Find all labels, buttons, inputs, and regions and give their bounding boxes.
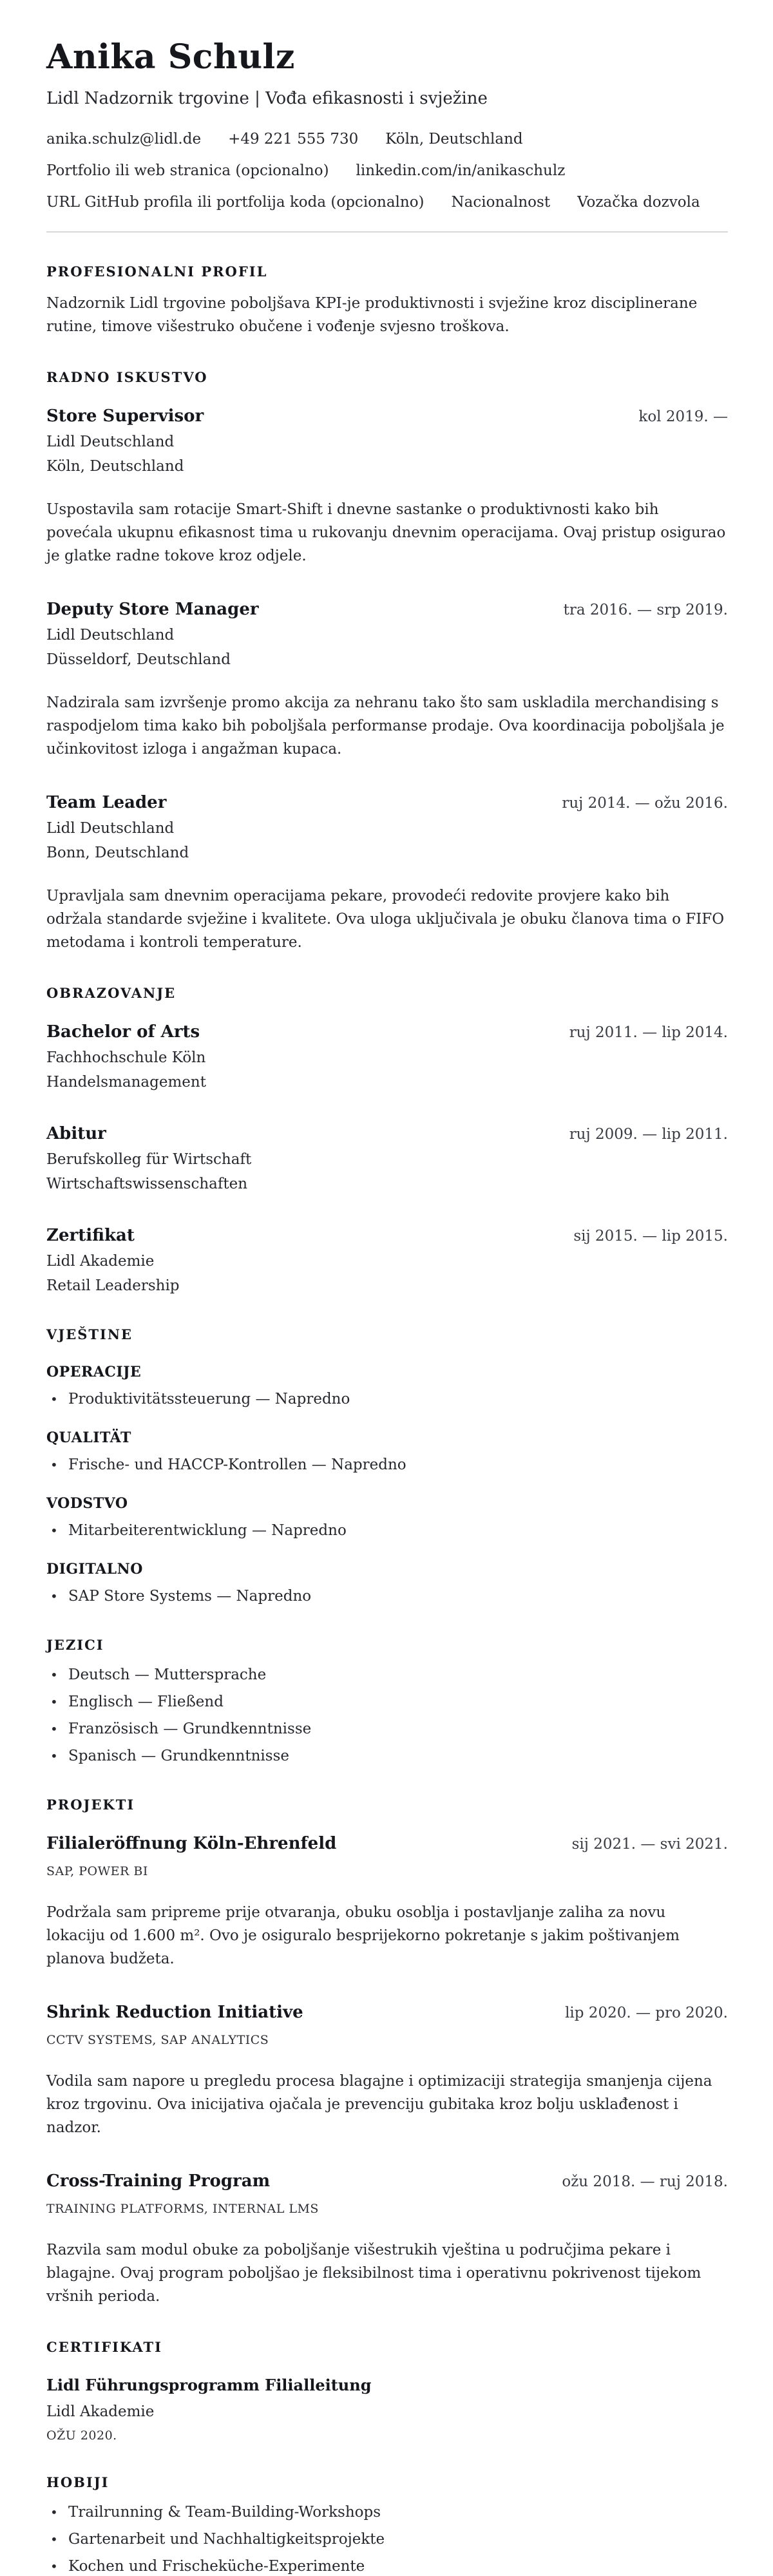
section-heading: OBRAZOVANJE bbox=[46, 984, 177, 1001]
degree-title: Zertifikat bbox=[46, 1225, 135, 1245]
job-company: Lidl Deutschland bbox=[46, 626, 175, 644]
skill-group bbox=[46, 1560, 728, 1606]
school-name: Fachhochschule Köln bbox=[46, 1049, 206, 1066]
job-description: Uspostavila sam rotacije Smart-Shift i dnevne sastanke o produktivnosti kako bih povećala ukupnu efikasnost tima u rukovanju dnevnim operacijama. Ovaj pristup osigurao je glatke radne tokove kroz odjele. bbox=[46, 501, 726, 564]
entry-head bbox=[46, 1833, 728, 1855]
project-title: Cross-Training Program bbox=[46, 2171, 271, 2191]
degree-dates: ruj 2011. — lip 2014. bbox=[569, 1024, 728, 1041]
project-description: Razvila sam modul obuke za poboljšanje višestrukih vještina u područjima pekare i blagajne. Ovaj program poboljšao je fleksibilnost tima i operativnu pokrivenost tijekom vršnih perioda. bbox=[46, 2241, 701, 2305]
language-item: • Französisch — Grundkenntnisse bbox=[46, 1719, 728, 1739]
skill-group-label: QUALITÄT bbox=[46, 1429, 131, 1446]
skill-item: • Frische- und HACCP-Kontrollen — Napredno bbox=[46, 1455, 728, 1474]
skill-item: • Produktivitätssteuerung — Napredno bbox=[46, 1389, 728, 1409]
job-location: Bonn, Deutschland bbox=[46, 844, 189, 861]
section-profile bbox=[46, 263, 728, 338]
job-location: Köln, Deutschland bbox=[46, 457, 184, 475]
job-dates: ruj 2014. — ožu 2016. bbox=[562, 794, 728, 812]
section-experience bbox=[46, 369, 728, 954]
project-dates: lip 2020. — pro 2020. bbox=[565, 2004, 728, 2021]
school-name: Lidl Akademie bbox=[46, 1252, 155, 1270]
job-title: Team Leader bbox=[46, 792, 167, 812]
person-name: Anika Schulz bbox=[46, 37, 295, 77]
contact-block bbox=[46, 129, 728, 212]
job-company: Lidl Deutschland bbox=[46, 433, 175, 450]
education-entry bbox=[46, 1021, 728, 1092]
skill-group-label: OPERACIJE bbox=[46, 1363, 142, 1380]
contact-item: linkedin.com/in/anikaschulz bbox=[356, 162, 566, 179]
contact-row-2 bbox=[46, 161, 728, 180]
skill-list bbox=[46, 1521, 728, 1540]
skill-item: • SAP Store Systems — Napredno bbox=[46, 1587, 728, 1606]
entry-head bbox=[46, 405, 728, 427]
experience-entry bbox=[46, 792, 728, 954]
section-heading: CERTIFIKATI bbox=[46, 2338, 162, 2355]
certificate-entry bbox=[46, 2375, 728, 2443]
section-heading: RADNO ISKUSTVO bbox=[46, 368, 208, 385]
profile-text: Nadzornik Lidl trgovine poboljšava KPI-je produktivnosti i svježine kroz disciplinerane rutine, timove višestruko obučene i vođenje svjesno troškova. bbox=[46, 294, 698, 335]
project-title: Filialeröffnung Köln-Ehrenfeld bbox=[46, 1833, 337, 1853]
field-of-study: Wirtschaftswissenschaften bbox=[46, 1175, 248, 1192]
section-heading: HOBIJI bbox=[46, 2474, 110, 2490]
experience-entry bbox=[46, 405, 728, 568]
project-tools: SAP, POWER BI bbox=[46, 1864, 148, 1878]
language-item: • Spanisch — Grundkenntnisse bbox=[46, 1746, 728, 1766]
field-of-study: Handelsmanagement bbox=[46, 1073, 206, 1091]
project-entry bbox=[46, 1833, 728, 1970]
section-education bbox=[46, 985, 728, 1295]
language-item: • Englisch — Fließend bbox=[46, 1692, 728, 1712]
project-tools: CCTV SYSTEMS, SAP ANALYTICS bbox=[46, 2032, 269, 2047]
project-description: Podržala sam pripreme prije otvaranja, obuku osoblja i postavljanje zaliha za novu lokaciju od 1.600 m². Ovo je osiguralo besprijekorno pokretanje s jakim poštivanjem planova budžeta. bbox=[46, 1903, 680, 1967]
hobby-item: • Kochen und Frischeküche-Experimente bbox=[46, 2557, 728, 2576]
entry-head bbox=[46, 792, 728, 814]
hobby-item: • Trailrunning & Team-Building-Workshops bbox=[46, 2503, 728, 2522]
certificate-date: OŽU 2020. bbox=[46, 2428, 117, 2443]
job-dates: tra 2016. — srp 2019. bbox=[563, 601, 728, 618]
job-title: Deputy Store Manager bbox=[46, 599, 259, 619]
skill-list bbox=[46, 1455, 728, 1474]
degree-dates: ruj 2009. — lip 2011. bbox=[569, 1125, 728, 1143]
school-name: Berufskolleg für Wirtschaft bbox=[46, 1150, 252, 1168]
job-company: Lidl Deutschland bbox=[46, 819, 175, 837]
section-heading: PROFESIONALNI PROFIL bbox=[46, 263, 268, 280]
project-tools: TRAINING PLATFORMS, INTERNAL LMS bbox=[46, 2201, 319, 2216]
section-skills bbox=[46, 1326, 728, 1606]
field-of-study: Retail Leadership bbox=[46, 1277, 180, 1294]
contact-item: Vozačka dozvola bbox=[577, 193, 700, 211]
degree-dates: sij 2015. — lip 2015. bbox=[573, 1227, 728, 1245]
education-entry bbox=[46, 1225, 728, 1295]
degree-title: Bachelor of Arts bbox=[46, 1022, 200, 1042]
section-heading: VJEŠTINE bbox=[46, 1326, 133, 1342]
project-dates: ožu 2018. — ruj 2018. bbox=[562, 2173, 728, 2190]
contact-item: +49 221 555 730 bbox=[228, 130, 359, 148]
entry-head bbox=[46, 1021, 728, 1043]
section-heading: PROJEKTI bbox=[46, 1796, 135, 1813]
skill-group-label: DIGITALNO bbox=[46, 1560, 143, 1578]
contact-row-1 bbox=[46, 129, 728, 149]
section-heading: JEZICI bbox=[46, 1636, 104, 1653]
contact-item: anika.schulz@lidl.de bbox=[46, 130, 202, 148]
contact-item: Köln, Deutschland bbox=[385, 130, 523, 148]
language-list bbox=[46, 1665, 728, 1766]
section-hobbies bbox=[46, 2474, 728, 2576]
entry-head bbox=[46, 1225, 728, 1246]
section-languages bbox=[46, 1637, 728, 1766]
contact-item: URL GitHub profila ili portfolija koda (opcionalno) bbox=[46, 193, 425, 211]
hobby-item: • Gartenarbeit und Nachhaltigkeitsprojekte bbox=[46, 2530, 728, 2549]
section-certificates bbox=[46, 2339, 728, 2443]
job-dates: kol 2019. — bbox=[638, 408, 728, 425]
job-location: Düsseldorf, Deutschland bbox=[46, 651, 231, 668]
certificate-title: Lidl Führungsprogramm Filialleitung bbox=[46, 2375, 372, 2394]
experience-entry bbox=[46, 598, 728, 761]
skill-group bbox=[46, 1494, 728, 1540]
contact-item: Portfolio ili web stranica (opcionalno) bbox=[46, 162, 329, 179]
skill-group bbox=[46, 1362, 728, 1409]
section-projects bbox=[46, 1797, 728, 2308]
skill-item: • Mitarbeiterentwicklung — Napredno bbox=[46, 1521, 728, 1540]
project-entry bbox=[46, 2001, 728, 2139]
job-title: Store Supervisor bbox=[46, 406, 204, 426]
entry-head bbox=[46, 1123, 728, 1145]
skill-group-label: VODSTVO bbox=[46, 1494, 128, 1512]
header-divider bbox=[46, 231, 728, 233]
job-description: Nadzirala sam izvršenje promo akcija za nehranu tako što sam uskladila merchandising s raspodjelom tima kako bih poboljšala performanse prodaje. Ova koordinacija poboljšala je učinkovitost izloga i angažman kupaca. bbox=[46, 694, 725, 758]
degree-title: Abitur bbox=[46, 1123, 106, 1143]
hobby-list bbox=[46, 2503, 728, 2576]
resume-header bbox=[46, 39, 728, 233]
project-title: Shrink Reduction Initiative bbox=[46, 2002, 303, 2022]
skill-group bbox=[46, 1428, 728, 1474]
contact-row-3 bbox=[46, 193, 728, 212]
tagline: Lidl Nadzornik trgovine | Vođa efikasnosti i svježine bbox=[46, 89, 488, 109]
project-description: Vodila sam napore u pregledu procesa blagajne i optimizaciji strategija smanjenja cijena kroz trgovinu. Ova inicijativa ojačala je prevenciju gubitaka kroz bolju usklađenost i nadzor. bbox=[46, 2072, 712, 2136]
skill-list bbox=[46, 1587, 728, 1606]
certificate-issuer: Lidl Akademie bbox=[46, 2403, 155, 2420]
language-item: • Deutsch — Muttersprache bbox=[46, 1665, 728, 1684]
job-description: Upravljala sam dnevnim operacijama pekare, provodeći redovite provjere kako bih održala standarde svježine i kvalitete. Ova uloga uključivala je obuku članova tima o FIFO metodama i kontroli temperature. bbox=[46, 887, 725, 951]
entry-head bbox=[46, 598, 728, 620]
skill-list bbox=[46, 1389, 728, 1409]
project-entry bbox=[46, 2170, 728, 2308]
education-entry bbox=[46, 1123, 728, 1194]
entry-head bbox=[46, 2001, 728, 2023]
entry-head bbox=[46, 2170, 728, 2192]
project-dates: sij 2021. — svi 2021. bbox=[571, 1835, 728, 1853]
contact-item: Nacionalnost bbox=[451, 193, 551, 211]
